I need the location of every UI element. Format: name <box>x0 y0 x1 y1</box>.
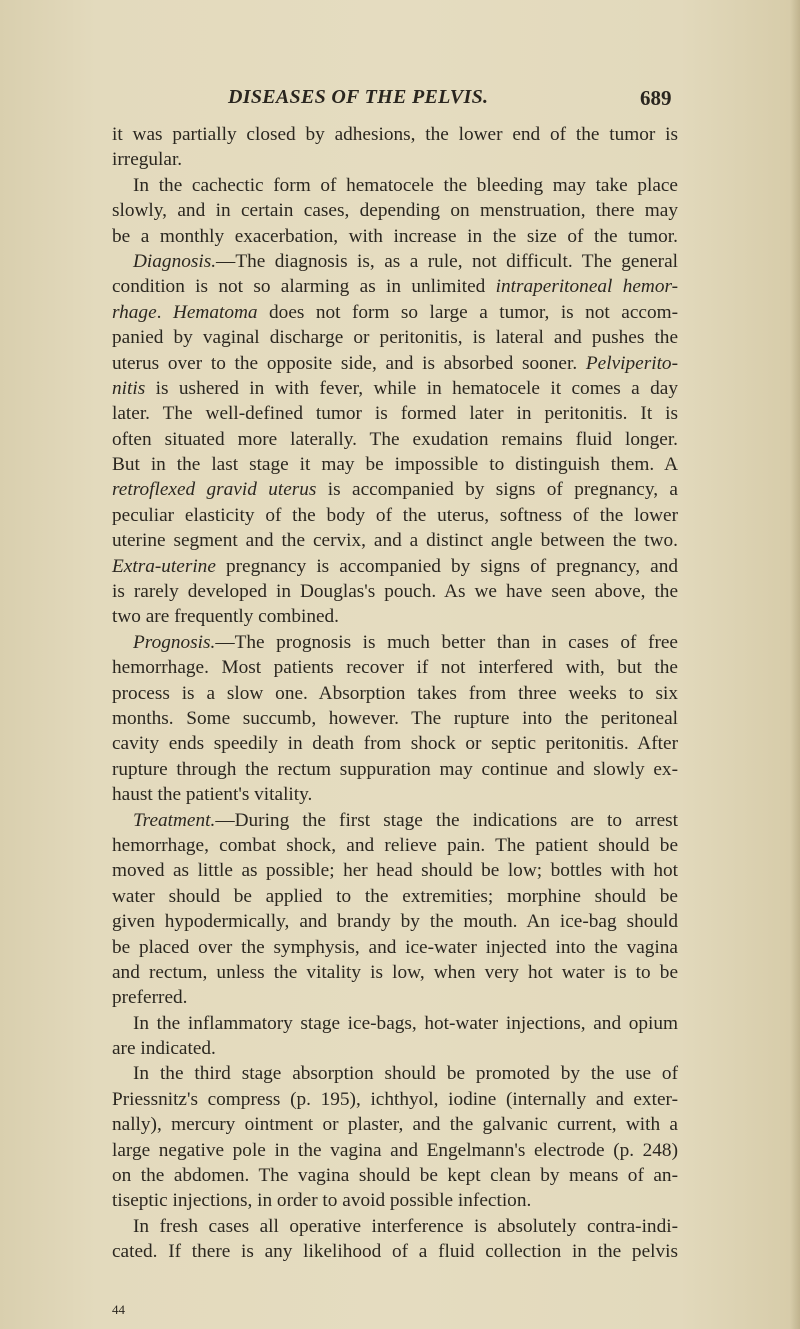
text-line: Extra-uterine pregnancy is accompanied by signs of pregnancy, and <box>112 555 678 577</box>
text-line: uterine segment and the cervix, and a distinct angle between the two. <box>112 530 678 552</box>
text-line: it was partially closed by adhesions, the lower end of the tumor is <box>112 124 678 145</box>
section-treatment-line: Treatment.—During the first stage the indications are to arrest <box>133 809 678 831</box>
text-line: water should be applied to the extremities; morphine should be <box>112 885 678 907</box>
text-line: condition is not so alarming as in unlimited intraperitoneal hemor- <box>112 276 679 298</box>
section-diagnosis-line: Diagnosis.—The diagnosis is, as a rule, not difficult. The general <box>133 250 678 272</box>
text-line: In the third stage absorption should be promoted by the use of <box>133 1063 678 1085</box>
text-line: preferred. <box>112 987 188 1009</box>
text-line: uterus over to the opposite side, and is absorbed sooner. Pelviperito- <box>112 352 678 374</box>
text-line: given hypodermically, and brandy by the mouth. An ice-bag should <box>112 911 678 933</box>
text-line: moved as little as possible; her head should be low; bottles with hot <box>112 860 678 882</box>
text-line: But in the last stage it may be impossible to distinguish them. A <box>112 454 678 476</box>
text-line: tiseptic injections, in order to avoid possible infection. <box>112 1190 532 1212</box>
page-edge-shadow <box>790 0 800 1329</box>
text-line: two are frequently combined. <box>112 606 340 628</box>
text-line: hemorrhage, combat shock, and relieve pain. The patient should be <box>112 834 678 856</box>
text-line: cated. If there is any likelihood of a fluid collection in the pelvis <box>112 1241 678 1263</box>
text-line: nitis is ushered in with fever, while in hematocele it comes a day <box>112 377 678 399</box>
text-line: be a monthly exacerbation, with increase in the size of the tumor. <box>112 225 678 247</box>
text-line: nally), mercury ointment or plaster, and the galvanic current, with a <box>112 1114 678 1136</box>
text-line: are indicated. <box>112 1038 216 1060</box>
text-line: later. The well-defined tumor is formed later in peritonitis. It is <box>112 403 678 425</box>
text-line: process is a slow one. Absorption takes from three weeks to six <box>112 682 678 704</box>
text-line: on the abdomen. The vagina should be kept clean by means of an- <box>112 1165 678 1187</box>
text-line: In the cachectic form of hematocele the bleeding may take place <box>133 174 678 196</box>
text-line: haust the patient's vitality. <box>112 784 313 806</box>
text-line: often situated more laterally. The exudation remains fluid longer. <box>112 428 678 450</box>
text-line: be placed over the symphysis, and ice-water injected into the vagina <box>112 936 678 958</box>
text-line: retroflexed gravid uterus is accompanied by signs of pregnancy, a <box>112 479 678 501</box>
section-prognosis-line: Prognosis.—The prognosis is much better than in cases of free <box>133 631 678 653</box>
body-text <box>112 122 678 1265</box>
text-line: peculiar elasticity of the body of the uterus, softness of the lower <box>112 504 678 526</box>
text-line: In fresh cases all operative interference is absolutely contra-indi- <box>133 1215 678 1237</box>
text-line: months. Some succumb, however. The rupture into the peritoneal <box>112 707 678 729</box>
text-line: slowly, and in certain cases, depending on menstruation, there may <box>112 200 678 222</box>
text-line: In the inflammatory stage ice-bags, hot-water injections, and opium <box>133 1012 678 1034</box>
text-line: irregular. <box>112 149 183 171</box>
text-line: is rarely developed in Douglas's pouch. As we have seen above, the <box>112 581 678 603</box>
text-line: rupture through the rectum suppuration may continue and slowly ex- <box>112 758 678 780</box>
text-line: panied by vaginal discharge or peritonitis, is lateral and pushes the <box>112 327 678 349</box>
page-number: 689 <box>640 86 672 110</box>
text-line: rhage. Hematoma does not form so large a tumor, is not accom- <box>112 301 678 323</box>
text-line: cavity ends speedily in death from shock or septic peritonitis. After <box>112 733 678 755</box>
text-line: hemorrhage. Most patients recover if not interfered with, but the <box>112 657 678 679</box>
running-head-title: DISEASES OF THE PELVIS. <box>228 86 489 108</box>
text-line: and rectum, unless the vitality is low, when very hot water is to be <box>112 961 678 983</box>
text-line: large negative pole in the vagina and Engelmann's electrode (p. 248) <box>112 1139 678 1161</box>
text-line: Priessnitz's compress (p. 195), ichthyol, iodine (internally and exter- <box>112 1088 678 1110</box>
signature-mark: 44 <box>112 1302 125 1317</box>
